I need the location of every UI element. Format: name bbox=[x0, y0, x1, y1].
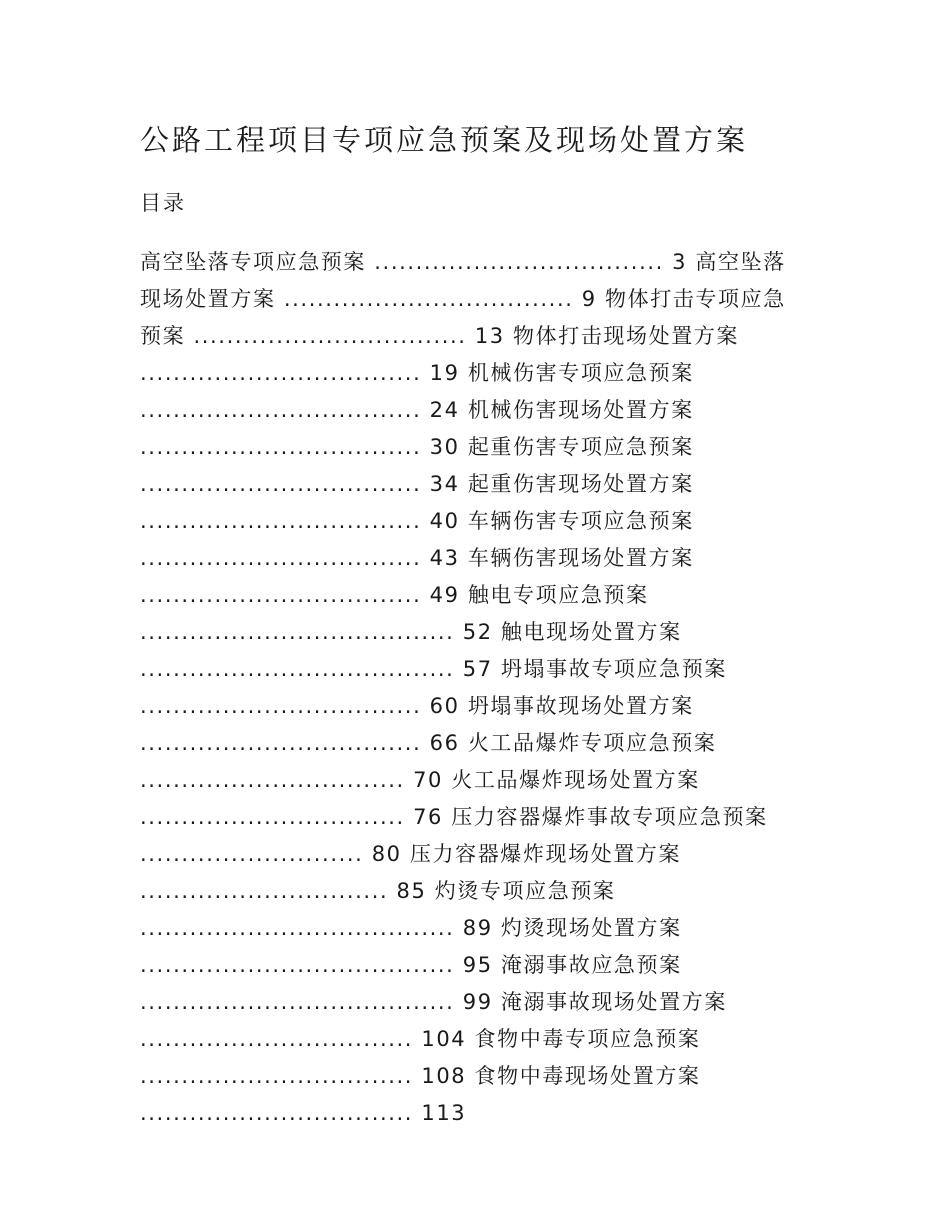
toc-line: ...................................... 95 淹溺事故应急预案 bbox=[140, 953, 682, 977]
toc-line: 现场处置方案 ................................... 9 物体打击专项应急 bbox=[140, 287, 786, 311]
document-title: 公路工程项目专项应急预案及现场处置方案 bbox=[140, 123, 749, 157]
toc-line: ...................................... 99 淹溺事故现场处置方案 bbox=[140, 990, 727, 1014]
toc-line: ...................................... 57 坍塌事故专项应急预案 bbox=[140, 657, 727, 681]
toc-line: .................................. 43 车辆伤害现场处置方案 bbox=[140, 546, 694, 570]
toc-line: 预案 ................................. 13 物体打击现场处置方案 bbox=[140, 324, 740, 348]
toc-line: .................................. 24 机械伤害现场处置方案 bbox=[140, 398, 694, 422]
toc-line: .................................. 66 火工品爆炸专项应急预案 bbox=[140, 731, 717, 755]
toc-line: .................................. 49 触电专项应急预案 bbox=[140, 583, 649, 607]
toc-heading: 目录 bbox=[140, 191, 186, 215]
toc-line: ...................................... 89 灼烫现场处置方案 bbox=[140, 916, 682, 940]
toc-line: ...................................... 52 触电现场处置方案 bbox=[140, 620, 682, 644]
toc-line: .................................. 34 起重伤害现场处置方案 bbox=[140, 472, 694, 496]
toc-list bbox=[140, 244, 820, 1132]
toc-line: ................................ 76 压力容器爆炸事故专项应急预案 bbox=[140, 805, 768, 829]
toc-line: .................................. 60 坍塌事故现场处置方案 bbox=[140, 694, 694, 718]
toc-line: 高空坠落专项应急预案 ................................... 3 高空坠落 bbox=[140, 250, 786, 274]
toc-line: .................................. 40 车辆伤害专项应急预案 bbox=[140, 509, 694, 533]
toc-line: .............................. 85 灼烫专项应急预案 bbox=[140, 879, 616, 903]
toc-line: ................................ 70 火工品爆炸现场处置方案 bbox=[140, 768, 700, 792]
toc-line: ................................. 113 bbox=[140, 1101, 467, 1125]
toc-line: .................................. 19 机械伤害专项应急预案 bbox=[140, 361, 694, 385]
toc-line: ........................... 80 压力容器爆炸现场处置方案 bbox=[140, 842, 682, 866]
toc-line: .................................. 30 起重伤害专项应急预案 bbox=[140, 435, 694, 459]
toc-line: ................................. 108 食物中毒现场处置方案 bbox=[140, 1064, 701, 1088]
document-page bbox=[140, 118, 820, 1132]
toc-line: ................................. 104 食物中毒专项应急预案 bbox=[140, 1027, 701, 1051]
